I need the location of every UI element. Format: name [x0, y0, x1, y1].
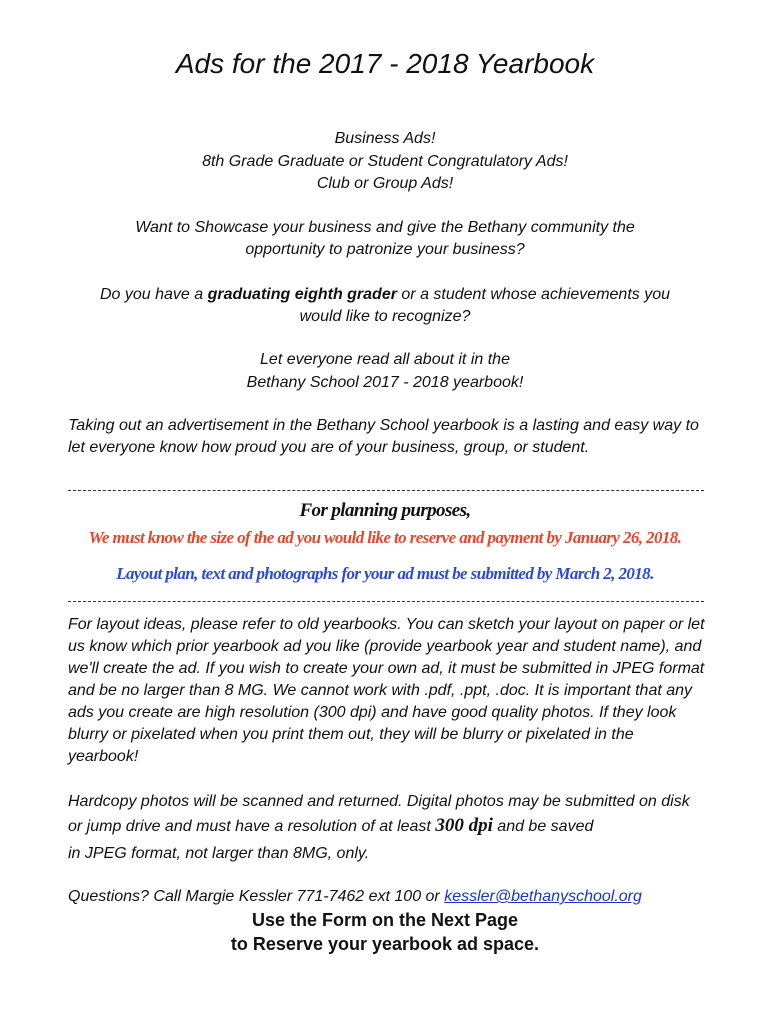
- questions-text: Questions? Call Margie Kessler 771-7462 ext 100 or: [68, 888, 445, 905]
- let-everyone-line-2: Bethany School 2017 - 2018 yearbook!: [246, 374, 524, 391]
- ad-type-graduate: 8th Grade Graduate or Student Congratulatory Ads!: [202, 153, 568, 170]
- cta-line-1: Use the Form on the Next Page: [251, 910, 519, 930]
- showcase-line-2: opportunity to patronize your business?: [245, 241, 525, 258]
- planning-heading: For planning purposes,: [299, 500, 471, 521]
- dashed-divider-bottom: [68, 601, 704, 602]
- ad-type-business: Business Ads!: [334, 130, 436, 147]
- contact-email-link[interactable]: kessler@bethanyschool.org: [444, 888, 642, 905]
- dashed-divider-top: [68, 490, 704, 491]
- cta-line-2: to Reserve your yearbook ad space.: [230, 934, 540, 954]
- let-everyone-line-1: Let everyone read all about it in the: [260, 351, 510, 368]
- layout-paragraph: For layout ideas, please refer to old yearbooks. You can sketch your layout on paper or let us know which prior yearbook ad you like (provide yearbook year and student name), and we'll create the ad. If you wish to create your own ad, it must be submitted in JPEG format and be no larger than 8 MG. We cannot work with .pdf, .ppt, .doc. It is important that any ads you create are high resolution (300 dpi) and have good quality photos. If they look blurry or pixelated when you print them out, they will be blurry or pixelated in the yearbook!: [68, 616, 705, 765]
- hardcopy-text-2: and be saved: [492, 818, 594, 835]
- graduate-question-line-2: would like to recognize?: [299, 308, 471, 325]
- graduate-suffix: or a student whose achievements you: [396, 286, 670, 303]
- reserve-deadline: We must know the size of the ad you would like to reserve and payment by January 26, 2018.: [88, 528, 682, 547]
- ad-type-club: Club or Group Ads!: [316, 175, 454, 192]
- hardcopy-format-line: in JPEG format, not larger than 8MG, only.: [68, 845, 370, 862]
- dpi-requirement: 300 dpi: [435, 815, 493, 836]
- submit-deadline: Layout plan, text and photographs for your ad must be submitted by March 2, 2018.: [116, 564, 654, 583]
- questions-line: [68, 886, 728, 908]
- graduate-question-line-1: [0, 284, 770, 306]
- graduate-prefix: Do you have a: [99, 286, 208, 303]
- graduate-emphasis: graduating eighth grader: [207, 286, 397, 303]
- hardcopy-paragraph: [68, 790, 708, 839]
- intro-paragraph: Taking out an advertisement in the Bethany School yearbook is a lasting and easy way to let everyone know how proud you are of your business, group, or student.: [68, 417, 699, 456]
- showcase-line-1: Want to Showcase your business and give the Bethany community the: [135, 219, 635, 236]
- hardcopy-text-1: Hardcopy photos will be scanned and returned. Digital photos may be submitted on disk or jump drive and must have a resolution of at least: [68, 793, 690, 835]
- page-title: Ads for the 2017 - 2018 Yearbook: [175, 48, 595, 79]
